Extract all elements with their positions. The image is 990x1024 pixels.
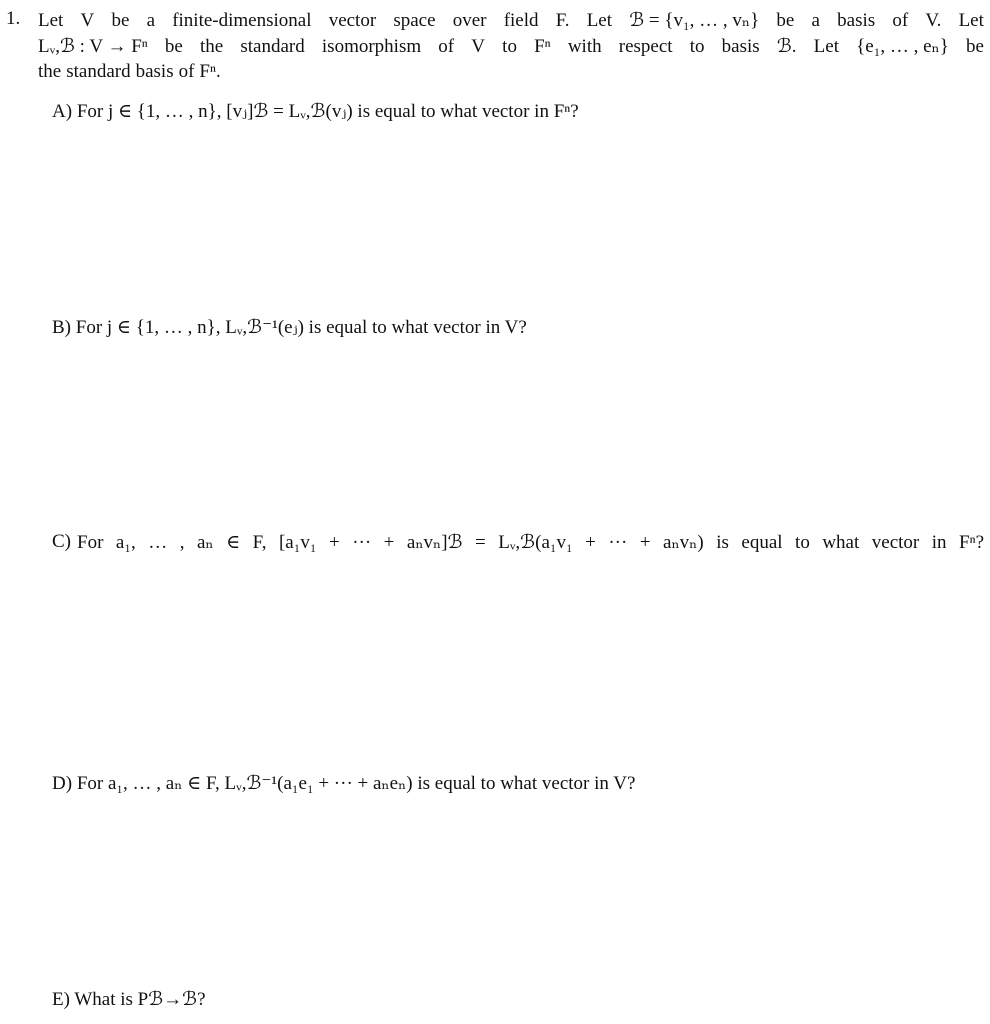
question-e-text: What is Pℬ→ℬ? (74, 989, 206, 1010)
question-a-text: For j ∈ {1, … , n}, [vⱼ]ℬ = Lᵥ,ℬ(vⱼ) is equal to what vector in Fⁿ? (76, 101, 579, 122)
intro-word: Fⁿ. (199, 61, 221, 82)
intro-word: of (178, 61, 195, 82)
intro-word: a (811, 10, 820, 31)
intro-word: over (452, 10, 487, 31)
question-a-label: A) (52, 101, 73, 122)
question-d-text: For a₁, … , aₙ ∈ F, Lᵥ,ℬ⁻¹(a₁e₁ + ··· + aₙeₙ) is equal to what vector in V? (76, 773, 636, 794)
intro-word: ℬ = {v₁, … , vₙ} (629, 10, 760, 31)
intro-word: of (438, 35, 455, 57)
problem-intro (38, 8, 984, 85)
intro-line-2 (38, 34, 984, 60)
intro-word: basis (135, 61, 174, 82)
intro-word: a (146, 10, 155, 31)
intro-word: standard (66, 61, 131, 82)
intro-line-3 (38, 59, 984, 85)
question-d-label: D) (52, 773, 73, 794)
question-e (52, 988, 206, 1011)
intro-word: ℬ. (776, 35, 797, 57)
intro-word: of (892, 10, 909, 31)
intro-word: space (393, 10, 436, 31)
intro-word: be (776, 10, 795, 31)
intro-word: be (164, 35, 183, 57)
intro-word: V (80, 10, 95, 31)
intro-word: Let (813, 35, 839, 57)
intro-word: respect (618, 35, 673, 57)
intro-word: F. (555, 10, 570, 31)
intro-word: to (502, 35, 517, 57)
intro-word: basis (721, 35, 760, 57)
intro-word: finite-dimensional (172, 10, 312, 31)
intro-word: V (471, 35, 486, 57)
question-b (52, 316, 527, 339)
question-a (52, 100, 579, 123)
intro-line-1 (38, 8, 984, 34)
question-c-text: For a₁, … , aₙ ∈ F, [a₁v₁ + ··· + aₙvₙ]ℬ = Lᵥ,ℬ(a₁v₁ + ··· + aₙvₙ) is equal to what vector in Fⁿ? (77, 532, 984, 553)
question-c (52, 531, 984, 554)
intro-word: field (503, 10, 539, 31)
intro-word: Lᵥ,ℬ : V → Fⁿ (38, 35, 148, 57)
question-c-label: C) (52, 531, 71, 552)
question-b-text: For j ∈ {1, … , n}, Lᵥ,ℬ⁻¹(eⱼ) is equal to what vector in V? (75, 317, 527, 338)
intro-word: be (966, 35, 984, 57)
question-e-label: E) (52, 989, 70, 1010)
intro-word: the (200, 35, 224, 57)
problem-number: 1. (6, 8, 21, 29)
intro-word: standard (240, 35, 305, 57)
intro-word: Let (586, 10, 613, 31)
intro-word: to (689, 35, 705, 57)
intro-word: with (567, 35, 602, 57)
intro-word: vector (328, 10, 377, 31)
question-d (52, 772, 635, 795)
intro-word: the (38, 61, 62, 82)
intro-word: {e₁, … , eₙ} (856, 35, 949, 57)
question-b-label: B) (52, 317, 71, 338)
intro-word: isomorphism (321, 35, 422, 57)
intro-word: V. (925, 10, 942, 31)
intro-word: Let (38, 10, 64, 31)
intro-word: Fⁿ (534, 35, 551, 57)
intro-word: basis (837, 10, 876, 31)
intro-word: be (111, 10, 130, 31)
intro-word: Let (958, 10, 984, 31)
